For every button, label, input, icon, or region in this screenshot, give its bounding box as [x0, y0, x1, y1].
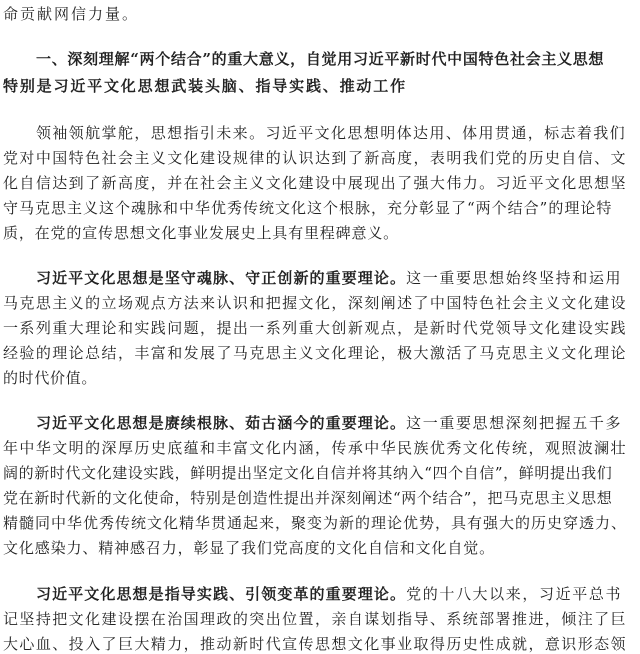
paragraph-3-line-4: [0, 488, 640, 508]
line-1-text: 命贡献网信力量。: [3, 5, 140, 23]
paragraph-2-line-2-text: 马克思主义的立场观点方法来认识和把握文化，深刻阐述了中国特色社会主义文化建设: [3, 294, 627, 312]
paragraph-4-line-2-text: 记坚持把文化建设摆在治国理政的突出位置，亲自谋划指导、系统部署推进，倾注了巨: [3, 610, 627, 628]
paragraph-3-line-3-text: 阔的新时代文化建设实践，鲜明提出坚定文化自信并将其纳入“四个自信”，鲜明提出我们: [3, 464, 613, 482]
paragraph-2-line-3: [0, 318, 640, 338]
paragraph-4-line-1: [0, 584, 640, 604]
paragraph-2-line-4: [0, 343, 640, 363]
section-heading-text-2: 特别是习近平文化思想武装头脑、指导实践、推动工作: [3, 77, 407, 95]
section-heading-text-1: 一、深刻理解“两个结合”的重大意义，自觉用习近平新时代中国特色社会主义思想: [36, 50, 605, 68]
paragraph-1-line-3-text: 化自信达到了新高度，并在社会主义文化建设中展现出了强大伟力。习近平文化思想坚: [3, 174, 627, 192]
paragraph-1-line-4-text: 守马克思主义这个魂脉和中华优秀传统文化这个根脉，充分彰显了“两个结合”的理论特: [3, 199, 613, 217]
paragraph-2-line-1: [0, 268, 640, 288]
paragraph-2-line-5-text: 的时代价值。: [3, 369, 98, 387]
paragraph-1-line-1: [0, 123, 640, 143]
paragraph-2-line-5: [0, 368, 640, 388]
paragraph-2-line-4-text: 经验的理论总结，丰富和发展了马克思主义文化理论，极大激活了马克思主义文化理论: [3, 344, 627, 362]
paragraph-1-line-2-text: 党对中国特色社会主义文化建设规律的认识达到了新高度，表明我们党的历史自信、文: [3, 149, 627, 167]
paragraph-4-line-2: [0, 609, 640, 629]
paragraph-4-line-3-text: 大心血、投入了巨大精力，推动新时代宣传思想文化事业取得历史性成就，意识形态领: [3, 635, 627, 653]
paragraph-4-line-1-text: 党的十八大以来，习近平总书: [406, 585, 623, 603]
paragraph-1-line-3: [0, 173, 640, 193]
paragraph-3-lead-text: 习近平文化思想是赓续根脉、茹古涵今的重要理论。: [36, 414, 407, 432]
paragraph-3-line-2-text: 年中华文明的深厚历史底蕴和丰富文化内涵，传承中华民族优秀文化传统，观照波澜壮: [3, 439, 627, 457]
paragraph-3-line-5: [0, 513, 640, 533]
paragraph-3-line-3: [0, 463, 640, 483]
section-heading-line-2: [0, 76, 640, 96]
paragraph-3-line-5-text: 精髓同中华优秀传统文化精华贯通起来，聚变为新的理论优势，具有强大的历史穿透力、: [3, 514, 628, 532]
text-line-1: [0, 4, 640, 24]
paragraph-2-line-1-text: 这一重要思想始终坚持和运用: [406, 269, 623, 287]
paragraph-2-line-2: [0, 293, 640, 313]
paragraph-3-line-2: [0, 438, 640, 458]
paragraph-3-line-6-text: 文化感染力、精神感召力，彰显了我们党高度的文化自信和文化自觉。: [3, 539, 495, 557]
paragraph-3-line-4-text: 党在新时代新的文化使命，特别是创造性提出并深刻阐述“两个结合”，把马克思主义思想: [3, 489, 613, 507]
paragraph-1-line-5-text: 质，在党的宣传思想文化事业发展史上具有里程碑意义。: [3, 224, 400, 242]
paragraph-3-line-6: [0, 538, 640, 558]
paragraph-2-lead-text: 习近平文化思想是坚守魂脉、守正创新的重要理论。: [36, 269, 407, 287]
section-heading-line-1: [0, 49, 640, 69]
paragraph-4-lead-text: 习近平文化思想是指导实践、引领变革的重要理论。: [36, 585, 407, 603]
paragraph-2-line-3-text: 一系列重大理论和实践问题，提出一系列重大创新观点，是新时代党领导文化建设实践: [3, 319, 627, 337]
paragraph-1-line-1-text: 领袖领航掌舵，思想指引未来。习近平文化思想明体达用、体用贯通，标志着我们: [36, 124, 627, 142]
paragraph-1-line-5: [0, 223, 640, 243]
paragraph-3-line-1: [0, 413, 640, 433]
paragraph-1-line-2: [0, 148, 640, 168]
paragraph-1-line-4: [0, 198, 640, 218]
paragraph-3-line-1-text: 这一重要思想深刻把握五千多: [406, 414, 623, 432]
paragraph-4-line-3: [0, 634, 640, 654]
